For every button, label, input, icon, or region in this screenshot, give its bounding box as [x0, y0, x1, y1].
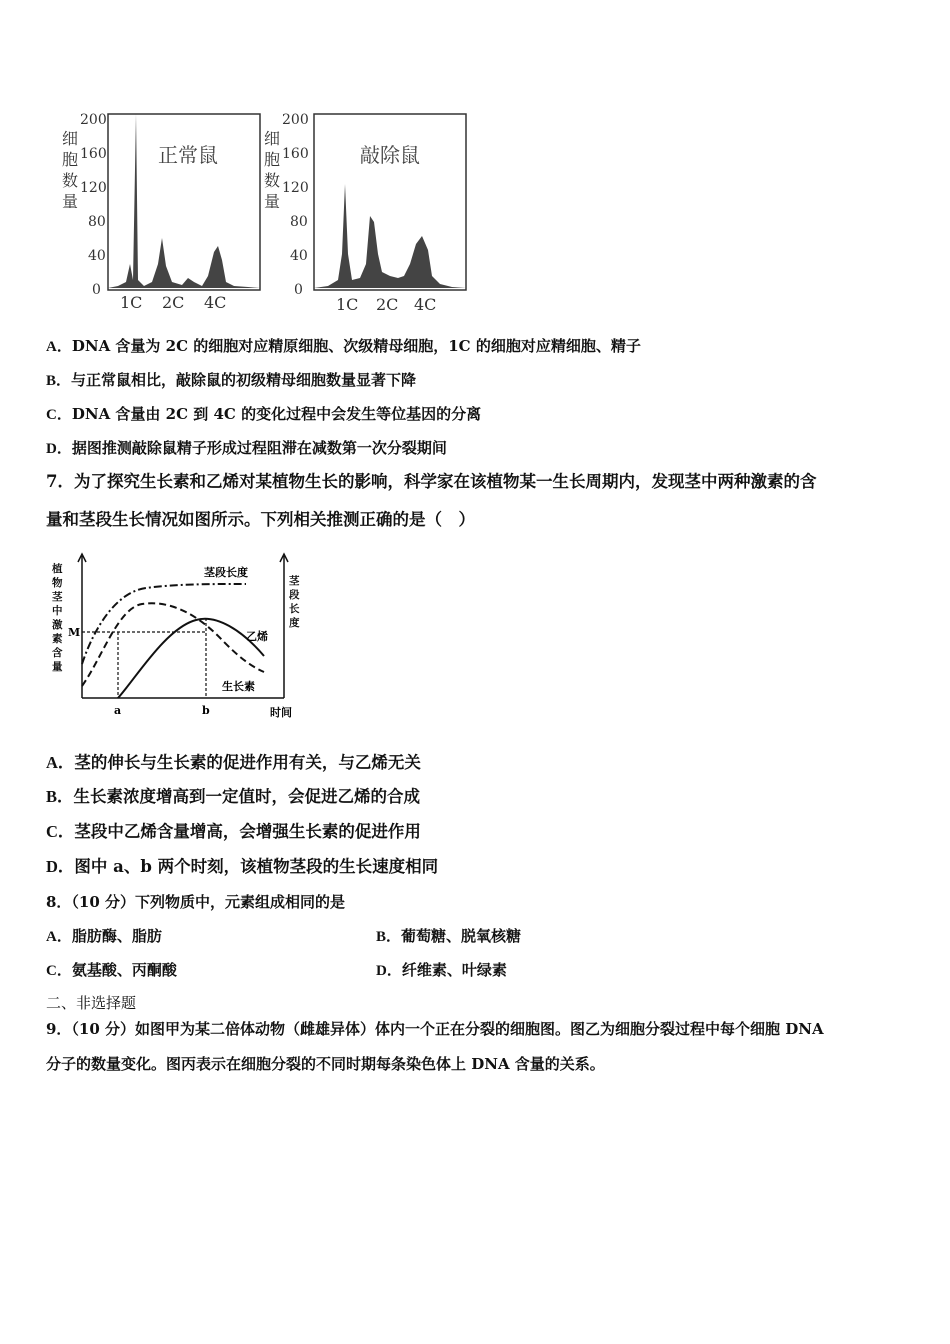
x-tick: 4C: [414, 295, 437, 314]
y-tick: 120: [282, 180, 309, 196]
svg-text:物: 物: [52, 577, 63, 589]
panel-title: 正常鼠: [158, 143, 218, 167]
q6-option-a: A．DNA 含量为 2C 的细胞对应精原细胞、次级精母细胞，1C 的细胞对应精细胞、精子: [46, 337, 641, 355]
histogram-panel-normal: [62, 112, 260, 312]
q8-option-d: D．纤维素、叶绿素: [376, 961, 507, 979]
curve-label-ethylene: 乙烯: [246, 630, 268, 643]
q8-stem: 8．（10 分）下列物质中，元素组成相同的是: [46, 893, 346, 911]
y-tick: 80: [290, 214, 308, 230]
q8-option-a: A．脂肪酶、脂肪: [46, 927, 162, 945]
y-label-char: 量: [264, 192, 281, 211]
x-tick: 1C: [120, 293, 143, 312]
q7-stem-line1: 7．为了探究生长素和乙烯对某植物生长的影响，科学家在该植物某一生长周期内，发现茎中两种激素的含: [46, 472, 817, 491]
svg-text:茎: 茎: [52, 591, 63, 603]
y-tick: 160: [282, 146, 309, 162]
x-label-b: b: [202, 704, 210, 717]
y-tick: 0: [294, 282, 303, 298]
y-right-label: [288, 574, 301, 629]
svg-text:长: 长: [289, 603, 300, 615]
y-tick: 40: [88, 248, 106, 264]
histogram-peaks: [108, 114, 260, 288]
q6-option-b: B．与正常鼠相比，敲除鼠的初级精母细胞数量显著下降: [46, 371, 417, 389]
q7-option-a: A．茎的伸长与生长素的促进作用有关，与乙烯无关: [46, 753, 421, 772]
m-label: M: [68, 626, 81, 639]
svg-text:激: 激: [52, 619, 63, 631]
y-tick: 160: [80, 146, 107, 162]
y-label-char: 细: [62, 129, 79, 148]
curve-label-auxin: 生长素: [222, 680, 255, 693]
svg-text:量: 量: [52, 661, 63, 673]
svg-text:度: 度: [289, 617, 300, 629]
y-label-char: 数: [264, 171, 281, 190]
panel-title: 敲除鼠: [360, 143, 420, 167]
q6-option-d: D．据图推测敲除鼠精子形成过程阻滞在减数第一次分裂期间: [46, 439, 447, 457]
y-tick: 0: [92, 282, 101, 298]
x-label-a: a: [114, 704, 122, 717]
svg-text:含: 含: [52, 647, 63, 659]
auxin-curve: [82, 603, 264, 686]
stem-length-curve: [82, 584, 246, 664]
y-tick: 40: [290, 248, 308, 264]
y-label-char: 数: [62, 171, 79, 190]
q9-stem-line1: 9．（10 分）如图甲为某二倍体动物（雌雄异体）体内一个正在分裂的细胞图。图乙为细胞分裂过程中每个细胞 DNA: [46, 1020, 824, 1038]
q8-option-c: C．氨基酸、丙酮酸: [46, 961, 177, 979]
x-axis-label: 时间: [270, 706, 292, 719]
y-label-char: 胞: [62, 150, 79, 169]
q7-stem-line2: 量和茎段生长情况如图所示。下列相关推测正确的是（ ）: [46, 510, 475, 529]
q8-option-b: B．葡萄糖、脱氧核糖: [376, 927, 522, 945]
y-label-char: 量: [62, 192, 79, 211]
svg-text:植: 植: [52, 563, 63, 575]
x-tick: 2C: [162, 293, 185, 312]
svg-text:段: 段: [289, 589, 300, 601]
svg-text:茎: 茎: [289, 575, 300, 587]
svg-text:素: 素: [52, 633, 63, 645]
figure-hormone-curves: [46, 548, 308, 724]
x-tick: 2C: [376, 295, 399, 314]
q7-option-b: B．生长素浓度增高到一定值时，会促进乙烯的合成: [46, 787, 421, 806]
x-tick: 1C: [336, 295, 359, 314]
hormone-chart-svg: [46, 548, 308, 724]
panel-frame: [314, 114, 466, 290]
svg-text:中: 中: [52, 605, 63, 617]
panel-frame: [108, 114, 260, 290]
section-heading: 二、非选择题: [46, 994, 137, 1012]
histogram-svg: [48, 104, 478, 318]
y-label-char: 细: [264, 129, 281, 148]
curve-label-stem: 茎段长度: [204, 566, 248, 579]
q7-option-c: C．茎段中乙烯含量增高，会增强生长素的促进作用: [46, 822, 421, 841]
q6-option-c: C．DNA 含量由 2C 到 4C 的变化过程中会发生等位基因的分离: [46, 405, 482, 423]
y-tick: 200: [80, 112, 107, 128]
q7-option-d: D．图中 a、b 两个时刻，该植物茎段的生长速度相同: [46, 857, 439, 876]
histogram-panel-knockout: [264, 112, 466, 314]
x-tick: 4C: [204, 293, 227, 312]
y-label-char: 胞: [264, 150, 281, 169]
y-tick: 200: [282, 112, 309, 128]
y-tick: 120: [80, 180, 107, 196]
figure-dna-histograms: [48, 104, 478, 318]
q9-stem-line2: 分子的数量变化。图丙表示在细胞分裂的不同时期每条染色体上 DNA 含量的关系。: [46, 1055, 605, 1073]
y-tick: 80: [88, 214, 106, 230]
y-left-label: [52, 562, 64, 673]
histogram-peaks: [314, 184, 466, 288]
